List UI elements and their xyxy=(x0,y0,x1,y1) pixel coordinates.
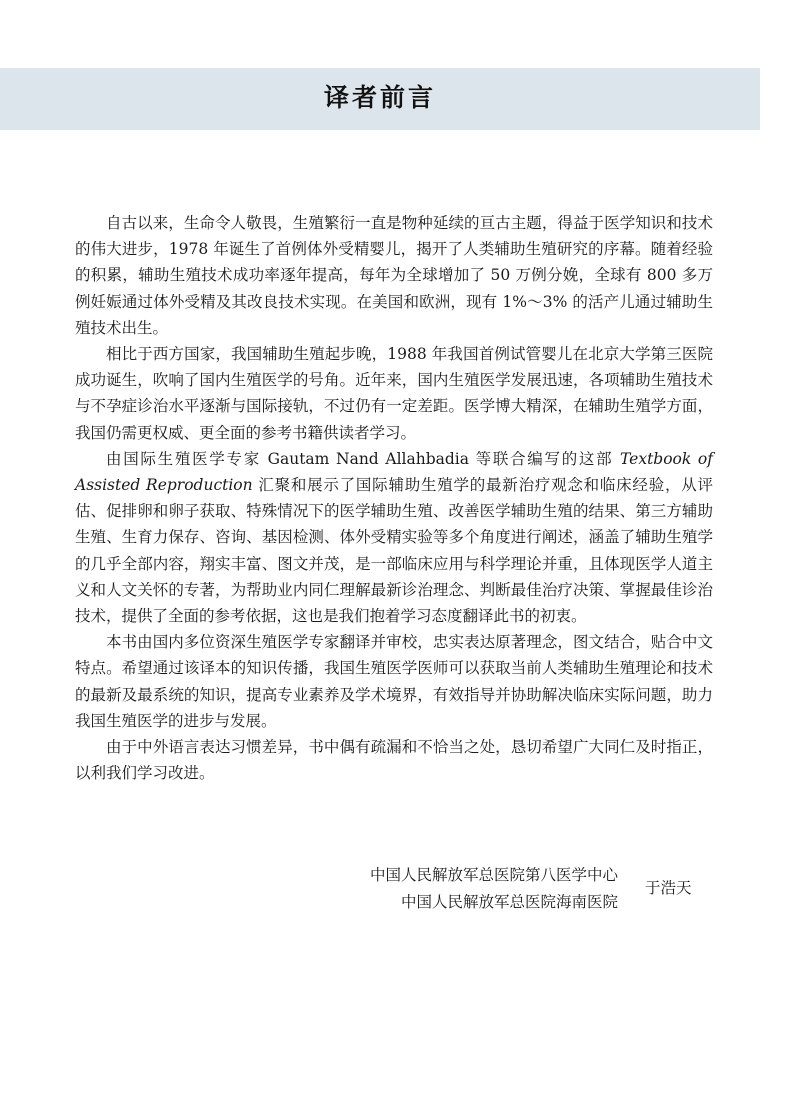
paragraph-4: 本书由国内多位资深生殖医学专家翻译并审校，忠实表达原著理念，图文结合，贴合中文特点。希望通过该译本的知识传播，我国生殖医学医师可以获取当前人类辅助生殖理论和技术的最新及最系统的知识，提高专业素养及学术境界，有效指导并协助解决临床实际问题，助力我国生殖医学的进步与发展。 xyxy=(75,633,713,730)
paragraph-3-intro: 由国际生殖医学专家 Gautam Nand Allahbadia 等联合编写的这部 xyxy=(106,449,621,468)
signature-org-2: 中国人民解放军总医院海南医院 xyxy=(400,893,618,911)
page-title: 译者前言 xyxy=(323,83,436,112)
preface-body xyxy=(75,210,713,786)
paragraph-2: 相比于西方国家，我国辅助生殖起步晚，1988 年我国首例试管婴儿在北京大学第三医院成功诞生，吹响了国内生殖医学的号角。近年来，国内生殖医学发展迅速，各项辅助生殖技术与不孕症诊治水平逐渐与国际接轨，不过仍有一定差距。医学博大精深，在辅助生殖学方面，我国仍需更权威、更全面的参考书籍供读者学习。 xyxy=(75,345,713,442)
signature-organizations xyxy=(370,862,618,916)
paragraph-1: 自古以来，生命令人敬畏，生殖繁衍一直是物种延续的亘古主题，得益于医学知识和技术的伟大进步，1978 年诞生了首例体外受精婴儿，揭开了人类辅助生殖研究的序幕。随着经验的积累，辅助生殖技术成功率逐年提高，每年为全球增加了 50 万例分娩，全球有 800 多万例妊娠通过体外受精及其改良技术实现。在美国和欧洲，现有 1%～3% 的活产儿通过辅助生殖技术出生。 xyxy=(75,214,713,337)
paragraph-5: 由于中外语言表达习惯差异，书中偶有疏漏和不恰当之处，恳切希望广大同仁及时指正，以利我们学习改进。 xyxy=(75,738,713,783)
signature-org-1: 中国人民解放军总医院第八医学中心 xyxy=(369,866,618,884)
paragraph-3-rest: 汇聚和展示了国际辅助生殖学的最新治疗观念和临床经验，从评估、促排卵和卵子获取、特殊情况下的医学辅助生殖、改善医学辅助生殖的结果、第三方辅助生殖、生育力保存、咨询、基因检测、体外受精实验等多个角度进行阐述，涵盖了辅助生殖学的几乎全部内容，翔实丰富、图文并茂，是一部临床应用与科学理论并重，且体现医学人道主义和人文关怀的专著，为帮助业内同仁理解最新诊治理念、判断最佳治疗决策、掌握最佳诊治技术，提供了全面的参考依据，这也是我们抱着学习态度翻译此书的初衷。 xyxy=(75,476,713,626)
book-title: Textbook of Assisted Reproduction xyxy=(75,449,713,495)
paragraph-3 xyxy=(75,446,713,629)
signature-name: 于浩天 xyxy=(645,879,692,897)
